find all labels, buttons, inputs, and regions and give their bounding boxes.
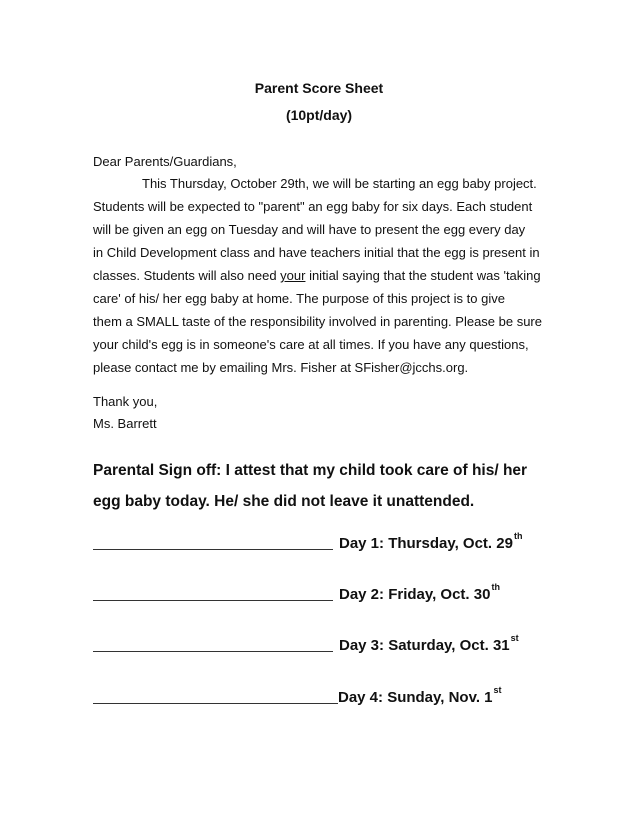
body-line: This Thursday, October 29th, we will be starting an egg baby project. — [142, 176, 537, 191]
closing-thanks: Thank you, — [93, 394, 158, 409]
signoff-line: egg baby today. He/ she did not leave it unattended. — [93, 493, 475, 510]
body-text-segment: classes. Students will also need — [93, 268, 281, 283]
day-2-row — [93, 583, 553, 607]
greeting: Dear Parents/Guardians, — [93, 154, 237, 169]
signature-line[interactable] — [93, 651, 333, 652]
day-label: Day 3: Saturday, Oct. 31st — [339, 633, 519, 654]
page-subtitle: (10pt/day) — [285, 107, 353, 123]
day-1-row — [93, 532, 553, 556]
day-4-row — [93, 686, 553, 710]
body-line — [93, 264, 553, 287]
body-line: please contact me by emailing Mrs. Fisher at SFisher@jcchs.org. — [93, 360, 469, 375]
signature-line[interactable] — [93, 600, 333, 601]
parental-signoff — [93, 455, 553, 517]
underlined-word: your — [280, 268, 306, 283]
day-label: Day 2: Friday, Oct. 30th — [339, 582, 500, 603]
signature-line[interactable] — [93, 703, 338, 704]
signature-line[interactable] — [93, 549, 333, 550]
day-label: Day 1: Thursday, Oct. 29th — [339, 531, 523, 552]
body-line: care' of his/ her egg baby at home. The purpose of this project is to give — [93, 291, 505, 306]
closing-signature: Ms. Barrett — [93, 416, 157, 431]
body-line: in Child Development class and have teachers initial that the egg is present in — [93, 245, 540, 260]
day-3-row — [93, 634, 553, 658]
body-line: your child's egg is in someone's care at all times. If you have any questions, — [93, 337, 529, 352]
signoff-line: Parental Sign off: I attest that my child took care of his/ her — [93, 462, 528, 479]
body-line: Students will be expected to "parent" an egg baby for six days. Each student — [93, 199, 533, 214]
body-text-segment: initial saying that the student was 'taking — [305, 268, 541, 283]
day-label: Day 4: Sunday, Nov. 1st — [338, 685, 502, 706]
letter-body — [93, 172, 553, 379]
body-line: them a SMALL taste of the responsibility involved in parenting. Please be sure — [93, 314, 542, 329]
body-line: will be given an egg on Tuesday and will have to present the egg every day — [93, 222, 526, 237]
page-title: Parent Score Sheet — [254, 80, 384, 96]
